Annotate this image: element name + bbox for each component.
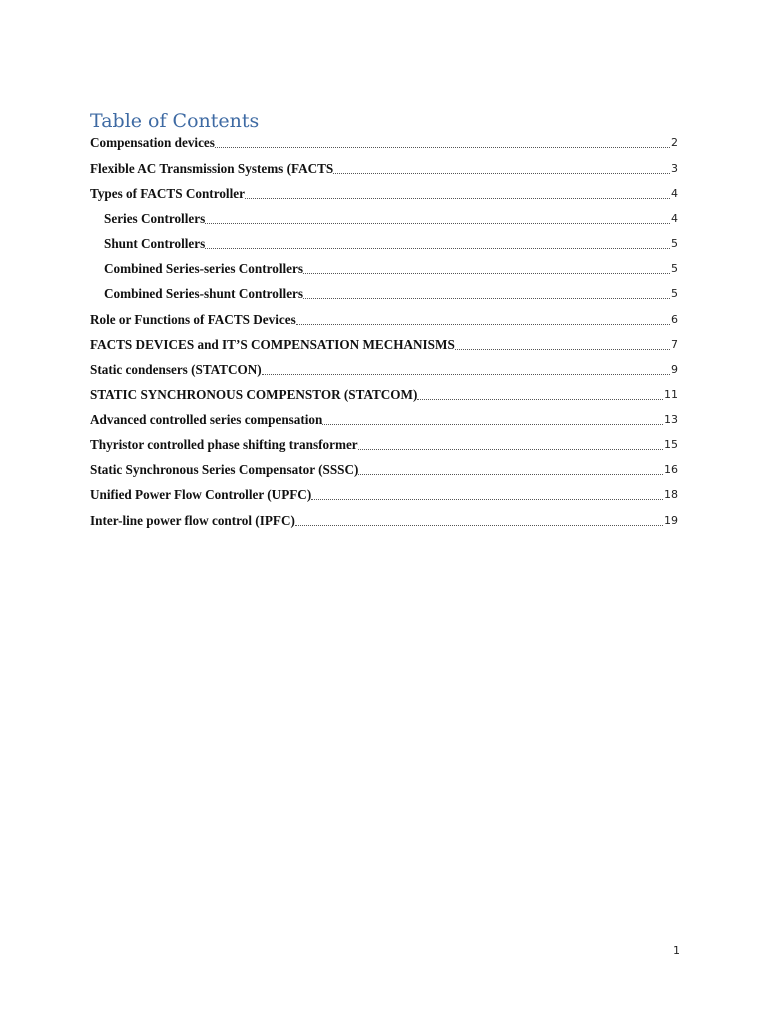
toc-dot-leader [295, 525, 663, 526]
toc-entry-label: Combined Series-shunt Controllers [104, 286, 304, 301]
toc-entry[interactable] [90, 361, 678, 379]
toc-dot-leader [333, 173, 670, 174]
toc-entry-page: 15 [664, 438, 678, 451]
toc-entry-label: Advanced controlled series compensation [90, 412, 323, 427]
toc-entry-label: Thyristor controlled phase shifting transformer [90, 437, 358, 452]
toc-entry[interactable] [104, 235, 678, 253]
toc-entry[interactable] [90, 185, 678, 203]
toc-entry-page: 4 [671, 212, 678, 225]
toc-entry-label: Compensation devices [90, 135, 215, 150]
toc-entry-label: Role or Functions of FACTS Devices [90, 312, 296, 327]
toc-entry-label: FACTS DEVICES and IT’S COMPENSATION MECHANISMS [90, 337, 455, 352]
toc-dot-leader [303, 273, 670, 274]
toc-dot-leader [245, 198, 670, 199]
toc-entry-page: 18 [664, 488, 678, 501]
toc-entry-label: Unified Power Flow Controller (UPFC) [90, 487, 312, 502]
toc-dot-leader [417, 399, 663, 400]
toc-entry[interactable] [90, 386, 678, 404]
toc-entry-label: STATIC SYNCHRONOUS COMPENSTOR (STATCOM) [90, 387, 418, 402]
toc-entry-label: Static Synchronous Series Compensator (SSSC) [90, 462, 359, 477]
toc-dot-leader [205, 223, 670, 224]
toc-entry[interactable] [90, 311, 678, 329]
toc-entry-label: Combined Series-series Controllers [104, 261, 304, 276]
toc-entry-page: 9 [671, 363, 678, 376]
toc-entry-page: 7 [671, 338, 678, 351]
toc-entry-label: Static condensers (STATCON) [90, 362, 262, 377]
toc-entry-label: Types of FACTS Controller [90, 186, 245, 201]
toc-entry-page: 13 [664, 413, 678, 426]
toc-entry[interactable] [90, 512, 678, 530]
toc-dot-leader [296, 324, 670, 325]
toc-entry[interactable] [90, 411, 678, 429]
toc-dot-leader [358, 474, 663, 475]
toc-entry-page: 4 [671, 187, 678, 200]
toc-entry[interactable] [104, 260, 678, 278]
toc-entry[interactable] [104, 285, 678, 303]
toc-entry-page: 16 [664, 463, 678, 476]
page-number: 1 [673, 944, 680, 957]
toc-entry-label: Flexible AC Transmission Systems (FACTS [90, 161, 334, 176]
toc-dot-leader [455, 349, 670, 350]
toc-entry-label: Shunt Controllers [104, 236, 206, 251]
toc-entry-page: 3 [671, 162, 678, 175]
toc-entry-page: 5 [671, 237, 678, 250]
toc-dot-leader [311, 499, 663, 500]
toc-entry-page: 11 [664, 388, 678, 401]
toc-entry[interactable] [90, 486, 678, 504]
toc-dot-leader [303, 298, 670, 299]
toc-entry[interactable] [90, 461, 678, 479]
toc-entry[interactable] [90, 134, 678, 152]
toc-entry-page: 5 [671, 262, 678, 275]
toc-entry[interactable] [90, 336, 678, 354]
toc-entry-label: Inter-line power flow control (IPFC) [90, 513, 295, 528]
toc-dot-leader [205, 248, 670, 249]
toc-dot-leader [215, 147, 670, 148]
toc-entry-page: 2 [671, 136, 678, 149]
toc-entry[interactable] [104, 210, 678, 228]
toc-entry-page: 6 [671, 313, 678, 326]
toc-entry[interactable] [90, 436, 678, 454]
toc-dot-leader [358, 449, 663, 450]
toc-dot-leader [262, 374, 670, 375]
toc-entry-page: 5 [671, 287, 678, 300]
toc-title: Table of Contents [90, 110, 260, 132]
toc-entry-page: 19 [664, 514, 678, 527]
toc-dot-leader [322, 424, 663, 425]
toc-entry[interactable] [90, 160, 678, 178]
toc-entry-label: Series Controllers [104, 211, 206, 226]
